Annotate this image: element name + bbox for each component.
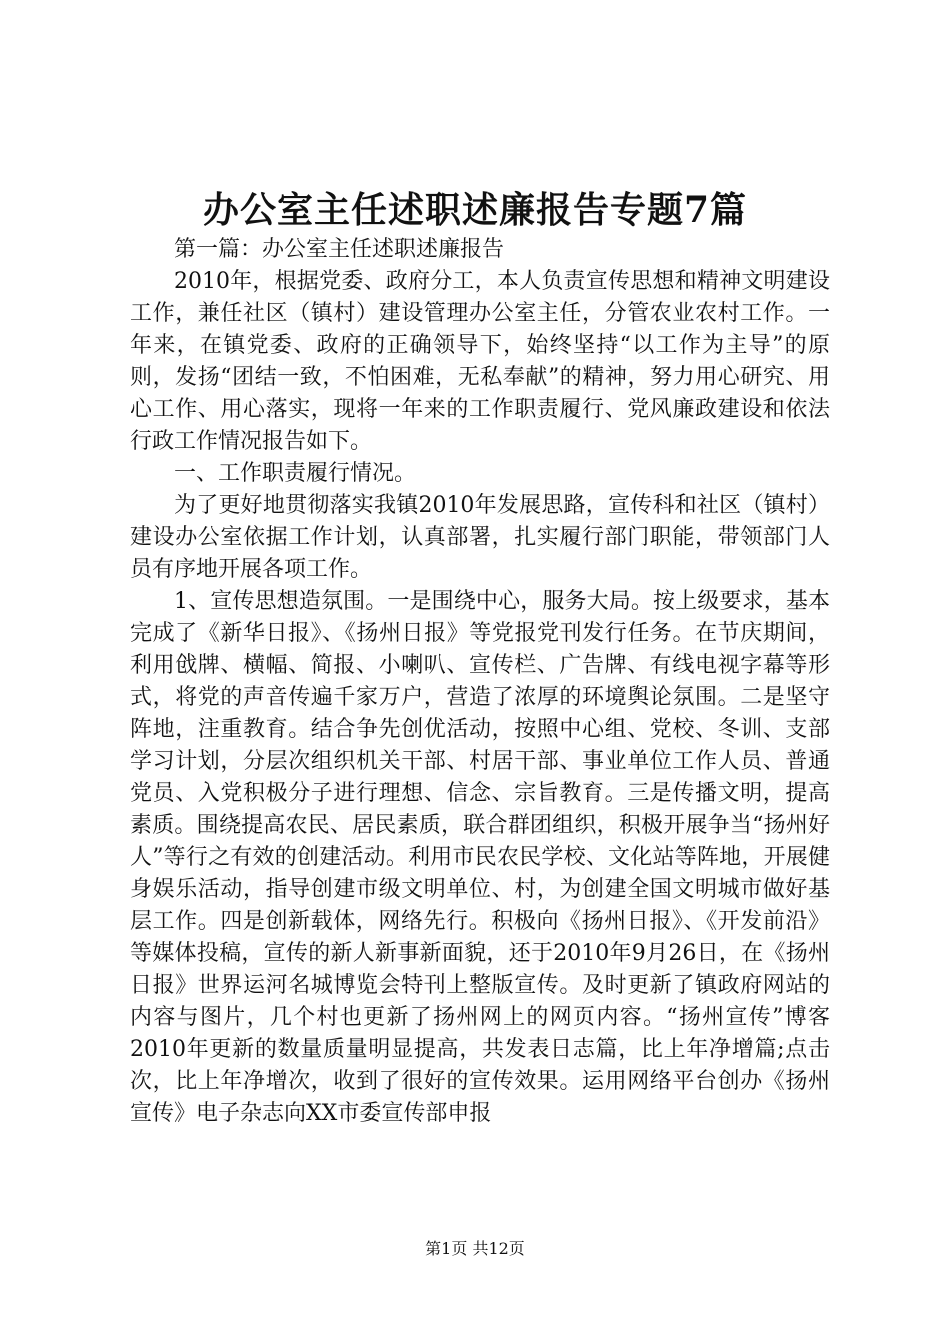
paragraph: 2010年，根据党委、政府分工，本人负责宣传思想和精神文明建设工作，兼任社区（镇村）建设管理办公室主任，分管农业农村工作。一年来，在镇党委、政府的正确领导下，始终坚持“以工作为主导”的原则，发扬“团结一致，不怕困难，无私奉献”的精神，努力用心研究、用心工作、用心落实，现将一年来的工作职责履行、党风廉政建设和依法行政工作情况报告如下。 (130, 269, 830, 454)
document-body (130, 234, 830, 1130)
document-title: 办公室主任述职述廉报告专题7篇 (202, 189, 748, 231)
paragraph: 1、宣传思想造氛围。一是围绕中心，服务大局。按上级要求，基本完成了《新华日报》、《扬州日报》等党报党刊发行任务。在节庆期间，利用戗牌、横幅、简报、小喇叭、宣传栏、广告牌、有线电视字幕等形式，将党的声音传遍千家万户，营造了浓厚的环境舆论氛围。二是坚守阵地，注重教育。结合争先创优活动，按照中心组、党校、冬训、支部学习计划，分层次组织机关干部、村居干部、事业单位工作人员、普通党员、入党积极分子进行理想、信念、宗旨教育。三是传播文明，提高素质。围绕提高农民、居民素质，联合群团组织，积极开展争当“扬州好人”等行之有效的创建活动。利用市民农民学校、文化站等阵地，开展健身娱乐活动，指导创建市级文明单位、村，为创建全国文明城市做好基层工作。四是创新载体，网络先行。积极向《扬州日报》、《开发前沿》等媒体投稿，宣传的新人新事新面貌，还于2010年9月26日，在《扬州日报》世界运河名城博览会特刊上整版宣传。及时更新了镇政府网站的内容与图片，几个村也更新了扬州网上的网页内容。“扬州宣传”博客2010年更新的数量质量明显提高，共发表日志篇，比上年净增篇;点击次，比上年净增次，收到了很好的宣传效果。运用网络平台创办《扬州宣传》电子杂志向XX市委宣传部申报 (130, 589, 830, 1126)
section-heading: 第一篇：办公室主任述职述廉报告 (174, 237, 505, 262)
paragraph: 为了更好地贯彻落实我镇2010年发展思路，宣传科和社区（镇村）建设办公室依据工作计划，认真部署，扎实履行部门职能，带领部门人员有序地开展各项工作。 (130, 493, 830, 582)
page-number-footer: 第1页 共12页 (425, 1239, 525, 1258)
subsection-heading: 一、工作职责履行情况。 (174, 461, 417, 486)
